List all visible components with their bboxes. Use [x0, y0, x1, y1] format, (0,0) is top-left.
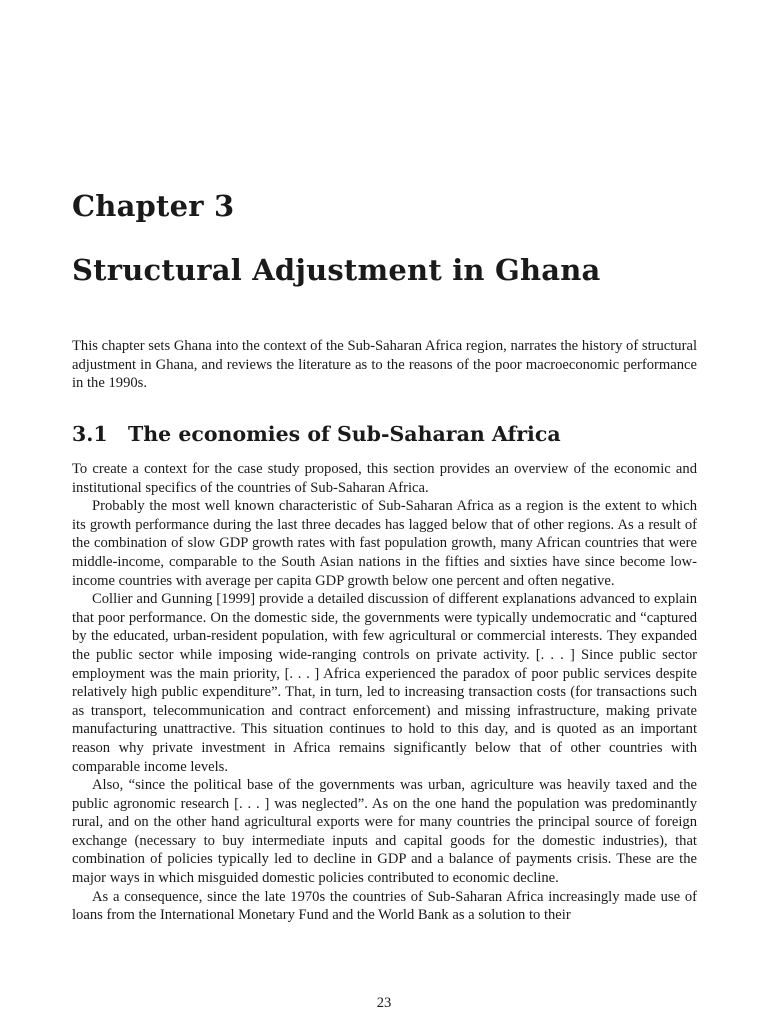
chapter-label: Chapter 3	[72, 189, 235, 223]
section-title: The economies of Sub-Saharan Africa	[128, 422, 561, 446]
body-paragraph: Collier and Gunning [1999] provide a detailed discussion of different explanations advanced to explain that poor performance. On the domestic side, the governments were typically undemocratic and “captured by the educated, urban-resident population, with few agricultural or commercial interests. They expanded the public sector while imposing wide-ranging controls on private activity. [. . . ] Since public sector employment was the main priority, [. . . ] Africa experienced the paradox of poor public services despite relatively high public expenditure”. That, in turn, led to increasing transaction costs (for transactions such as transport, telecommunication and contract enforcement) and missing infrastructure, making private manufacturing unattractive. This situation continues to hold to this day, and is quoted as an important reason why private investment in Africa remains significantly below that of other countries with comparable income levels.	[72, 591, 697, 775]
section-heading	[72, 419, 561, 449]
chapter-title: Structural Adjustment in Ghana	[72, 253, 601, 287]
body-paragraph: To create a context for the case study proposed, this section provides an overview of the economic and institutional specifics of the countries of Sub-Saharan Africa.	[72, 461, 697, 496]
page-number: 23	[376, 995, 392, 1011]
body-paragraph: Also, “since the political base of the governments was urban, agriculture was heavily taxed and the public agronomic research [. . . ] was neglected”. As on the one hand the population was predominantly rural, and on the other hand agricultural exports were for many countries the principal source of foreign exchange (necessary to buy intermediate inputs and capital goods for the domestic industries), that combination of policies typically led to decline in GDP and a balance of payments crisis. These are the major ways in which misguided domestic policies contributed to economic decline.	[72, 777, 697, 887]
section-body	[72, 460, 697, 925]
chapter-intro: This chapter sets Ghana into the context of the Sub-Saharan Africa region, narrates the history of structural adjustment in Ghana, and reviews the literature as to the reasons of the poor macroeconomic performance in the 1990s.	[72, 338, 697, 392]
body-paragraph: As a consequence, since the late 1970s the countries of Sub-Saharan Africa increasingly made use of loans from the International Monetary Fund and the World Bank as a solution to their	[72, 888, 697, 924]
section-number: 3.1	[72, 422, 108, 446]
body-paragraph: Probably the most well known characteristic of Sub-Saharan Africa as a region is the extent to which its growth performance during the last three decades has lagged below that of other regions. As a result of the combination of slow GDP growth rates with fast population growth, many African countries that were middle-income, comparable to the South Asian nations in the fifties and sixties have since become low-income countries with average per capita GDP growth below one percent and often negative.	[72, 498, 697, 589]
